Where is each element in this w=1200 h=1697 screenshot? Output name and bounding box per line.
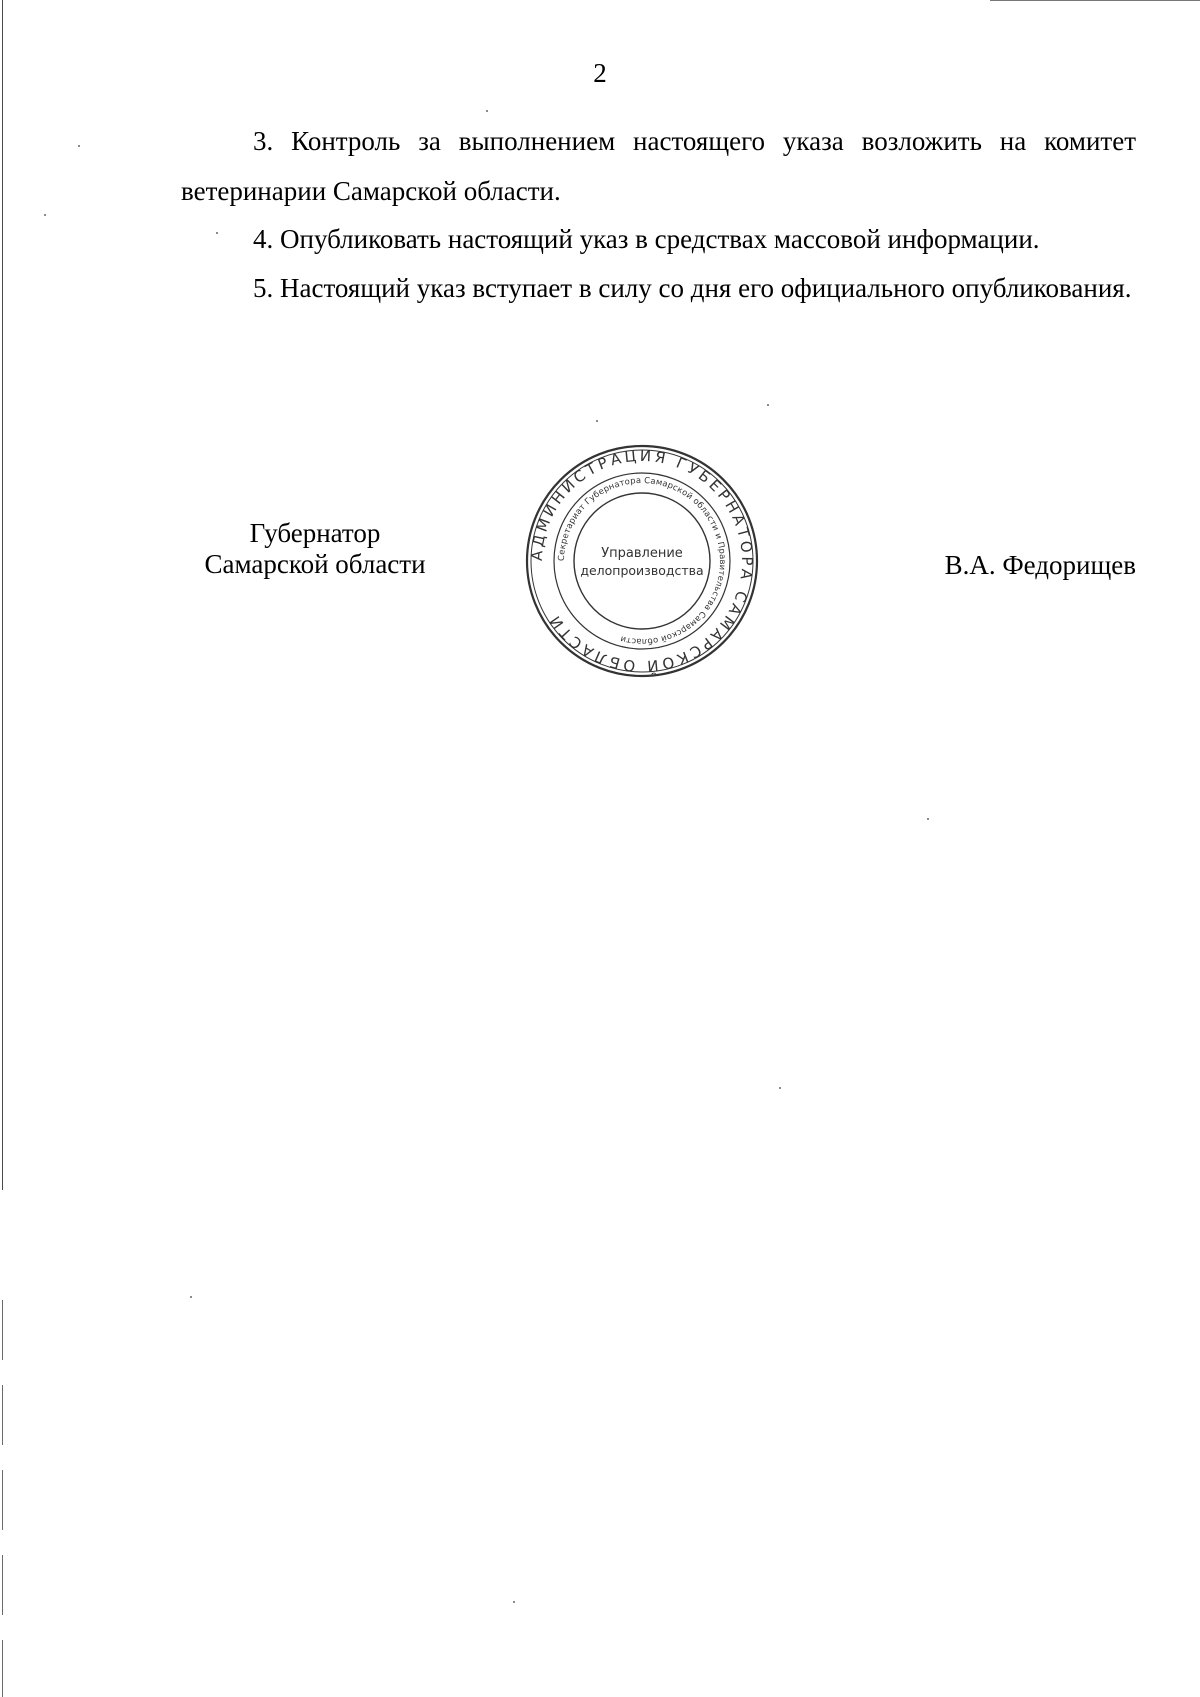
scan-edge-line-left [2,0,3,1190]
scan-speck [513,1601,515,1603]
paragraph-3: 3. Контроль за выполнением настоящего указа возложить на комитет ветеринарии Самарской области. [181,126,1136,206]
page-number: 2 [593,58,607,88]
scan-speck [767,404,769,406]
paragraph-4: 4. Опубликовать настоящий указ в средствах массовой информации. [253,224,1040,254]
official-stamp [522,441,762,681]
scan-speck [596,420,598,422]
paragraph-5: 5. Настоящий указ вступает в силу со дня его официального опубликования. [253,273,1132,303]
scan-edge-line-left-lower [2,1300,3,1697]
stamp-center-line1: Управление [601,546,683,561]
scan-speck [78,145,80,147]
scan-speck [779,1087,781,1089]
scan-speck [190,1296,192,1298]
signer-title-line2: Самарской области [204,549,426,579]
stamp-outer-text: АДМИНИСТРАЦИЯ ГУБЕРНАТОРА САМАРСКОЙ ОБЛАСТИ [527,446,757,676]
stamp-inner-text: Секретариат Губернатора Самарской области и Правительства Самарской области [555,474,729,648]
stamp-seal-image [522,441,762,681]
signer-title-line1: Губернатор [249,518,381,548]
stamp-inner-ring [574,493,710,629]
scan-speck [216,232,218,234]
stamp-middle-ring [554,473,730,649]
signer-title [180,518,450,580]
scan-speck [927,818,929,820]
scan-speck [486,110,488,112]
scan-edge-line-top [990,0,1200,1]
scan-speck [44,214,46,216]
stamp-center-line2: делопроизводства [580,563,704,578]
signer-name: В.А. Федорищев [944,550,1136,580]
